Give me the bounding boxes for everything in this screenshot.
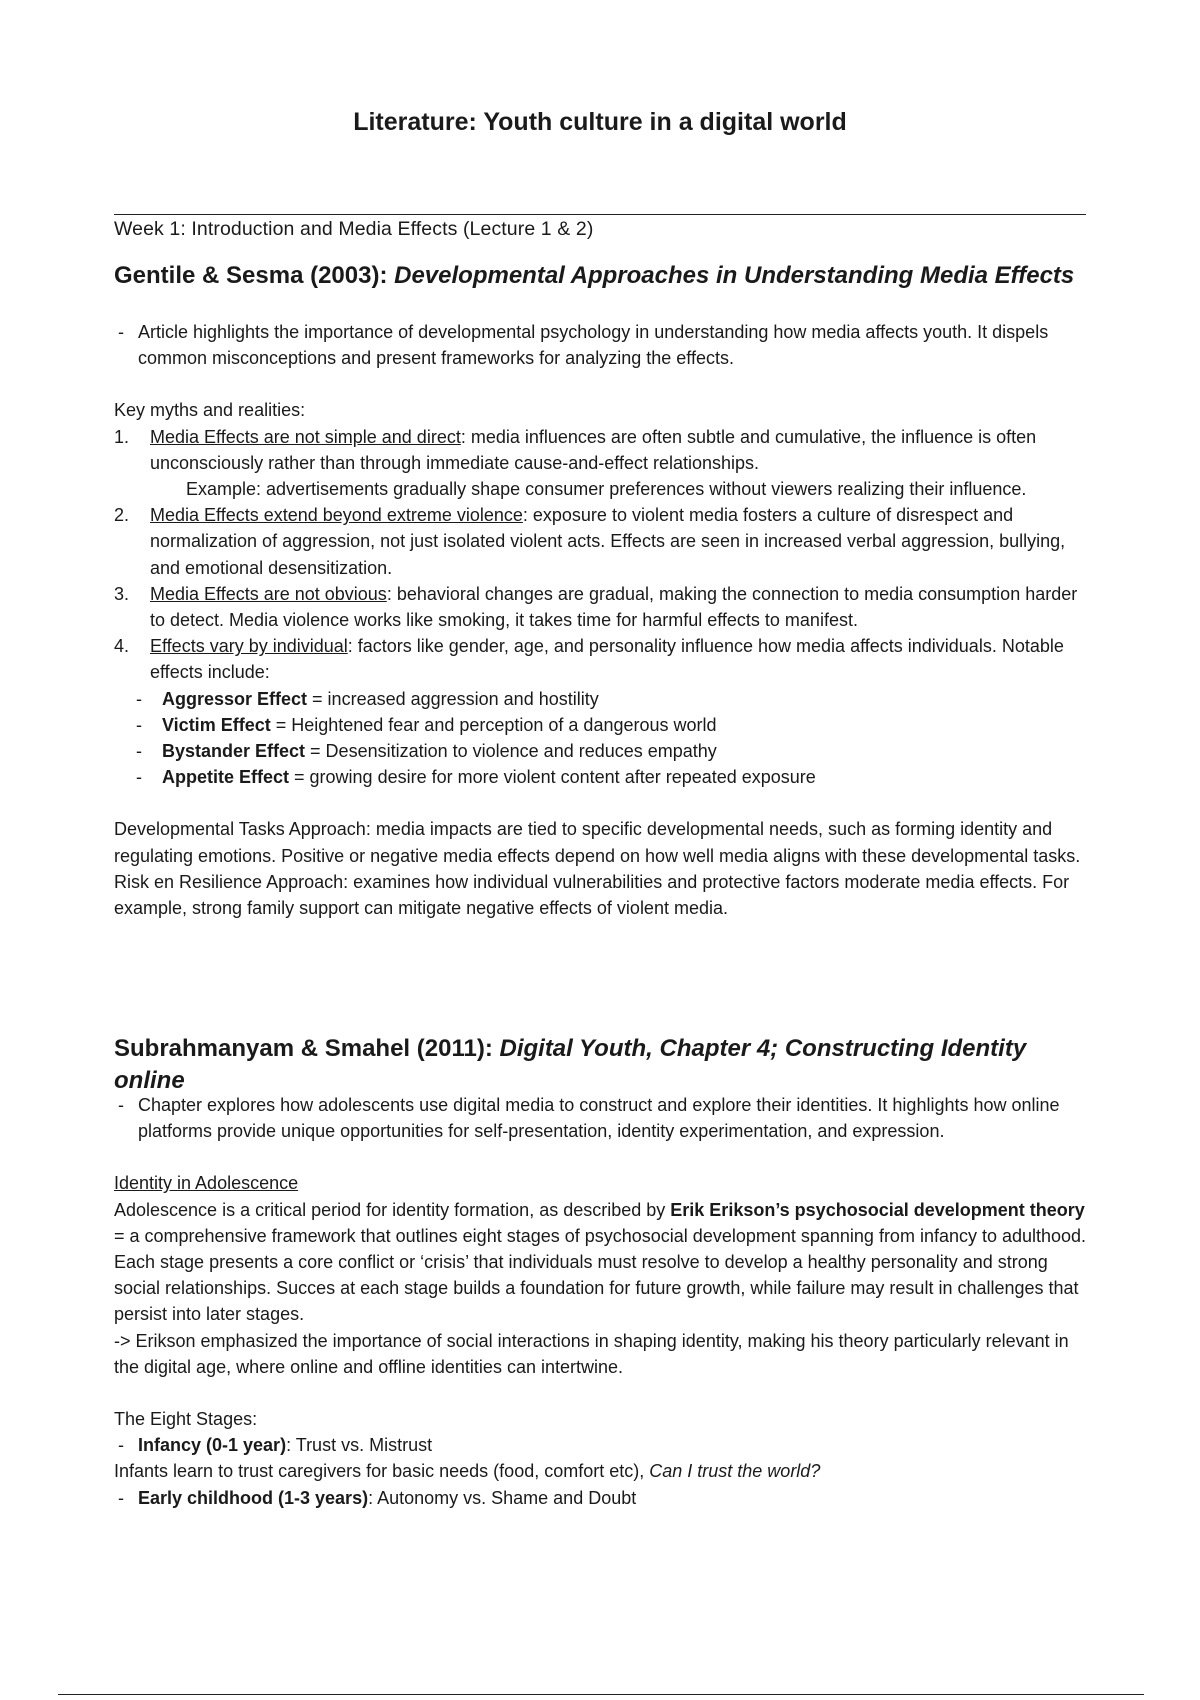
myth-term-4: Effects vary by individual	[150, 636, 348, 657]
myth-marker-4: 4.	[114, 636, 130, 657]
stage-item-infancy	[114, 1432, 1094, 1458]
effect-item-bystander	[114, 738, 1094, 764]
myth-item-4	[114, 633, 1094, 685]
header-divider	[114, 214, 1086, 215]
stage2-conflict: : Autonomy vs. Shame and Doubt	[368, 1487, 637, 1508]
myth-text-2: : exposure to violent media fosters a culture of disrespect and normalization of aggression, not just isolated violent acts. Effects are seen in increased verbal aggression, bullying, and emotional desensitization.	[150, 505, 1066, 578]
myth-item-3	[114, 581, 1094, 633]
myth-item-2	[114, 502, 1094, 581]
stages-label: The Eight Stages:	[114, 1409, 258, 1430]
effect-desc-appetite: = growing desire for more violent content after repeated exposure	[289, 767, 816, 788]
section1-summary: - Article highlights the importance of developmental psychology in understanding how media affects youth. It dispels common misconceptions and present frameworks for analyzing the effects.	[114, 319, 1094, 371]
myth-text-4: : factors like gender, age, and personality influence how media affects individuals. Notable effects include:	[150, 636, 1064, 683]
erikson-theory-name: Erik Erikson’s psychosocial development theory	[670, 1199, 1085, 1220]
section1-heading-authors: Gentile & Sesma (2003):	[114, 262, 395, 289]
myth-term-3: Media Effects are not obvious	[150, 583, 387, 604]
section1-heading-title: Developmental Approaches in Understanding Media Effects	[394, 262, 1075, 289]
erikson-paragraph	[114, 1197, 1094, 1328]
stage-item-early-childhood	[114, 1485, 1094, 1511]
effect-desc-bystander: = Desensitization to violence and reduces empathy	[305, 741, 717, 762]
effect-desc-aggressor: = increased aggression and hostility	[307, 688, 599, 709]
effect-item-aggressor	[114, 686, 1094, 712]
section2-heading	[114, 1033, 1094, 1097]
stage1-description	[114, 1458, 1094, 1484]
stage1-desc-text: Infants learn to trust caregivers for basic needs (food, comfort etc),	[114, 1461, 650, 1482]
myth-marker-2: 2.	[114, 505, 130, 526]
effect-name-aggressor: Aggressor Effect	[162, 688, 308, 709]
section1-body	[114, 319, 1094, 921]
section1-heading	[114, 260, 1094, 292]
effect-item-victim	[114, 712, 1094, 738]
effect-name-bystander: Bystander Effect	[162, 741, 306, 762]
stage1-question: Can I trust the world?	[649, 1461, 821, 1482]
effect-name-victim: Victim Effect	[162, 714, 271, 735]
erikson-intro: Adolescence is a critical period for identity formation, as described by	[114, 1199, 671, 1220]
developmental-tasks-paragraph: Developmental Tasks Approach: media impacts are tied to specific developmental needs, such as forming identity and regulating emotions. Positive or negative media effects depend on how well media aligns with these developmental tasks.	[114, 819, 1081, 866]
myth-text-3: : behavioral changes are gradual, making the connection to media consumption harder to detect. Media violence works like smoking, it takes time for harmful effects to manifest.	[150, 583, 1078, 631]
erikson-rest: = a comprehensive framework that outlines eight stages of psychosocial development spanning from infancy to adulthood. Each stage presents a core conflict or ‘crisis’ that individuals must resolve to develop a healthy personality and strong social relationships. Succes at each stage builds a foundation for future growth, while failure may result in challenges that persist into later stages.	[114, 1225, 1087, 1325]
document-title: Literature: Youth culture in a digital world	[353, 108, 847, 136]
risk-resilience-paragraph: Risk en Resilience Approach: examines how individual vulnerabilities and protective factors moderate media effects. For example, strong family support can mitigate negative effects of violent media.	[114, 871, 1070, 919]
myth-marker-3: 3.	[114, 583, 130, 604]
footer-divider	[58, 1694, 1144, 1695]
section2-body	[114, 1092, 1094, 1511]
effect-item-appetite	[114, 764, 1094, 790]
identity-subheading: Identity in Adolescence	[114, 1173, 299, 1194]
stage1-name: Infancy (0-1 year)	[138, 1435, 287, 1456]
erikson-arrow-note: -> Erikson emphasized the importance of social interactions in shaping identity, making his theory particularly relevant in the digital age, where online and offline identities can intertwine.	[114, 1330, 1069, 1377]
stage2-name: Early childhood (1-3 years)	[138, 1487, 369, 1508]
effect-desc-victim: = Heightened fear and perception of a dangerous world	[270, 714, 717, 735]
myth-marker-1: 1.	[114, 426, 130, 447]
effect-name-appetite: Appetite Effect	[162, 767, 290, 788]
section2-summary: - Chapter explores how adolescents use digital media to construct and explore their identities. It highlights how online platforms provide unique opportunities for self-presentation, identity experimentation, and expression.	[114, 1092, 1094, 1144]
myth-text-1: : media influences are often subtle and cumulative, the influence is often unconsciously rather than through immediate cause-and-effect relationships.	[150, 426, 1037, 473]
section2-heading-title: Digital Youth, Chapter 4; Constructing Identity online	[114, 1035, 1027, 1094]
stage1-conflict: : Trust vs. Mistrust	[286, 1435, 433, 1456]
myth-term-2: Media Effects extend beyond extreme violence	[150, 505, 523, 526]
myth-item-1	[114, 424, 1094, 476]
section2-heading-authors: Subrahmanyam & Smahel (2011):	[114, 1035, 500, 1062]
myth-term-1: Media Effects are not simple and direct	[150, 426, 461, 447]
myth-example: Example: advertisements gradually shape consumer preferences without viewers realizing their influence.	[186, 479, 1027, 500]
myths-label: Key myths and realities:	[114, 400, 306, 421]
week-label: Week 1: Introduction and Media Effects (Lecture 1 & 2)	[114, 218, 594, 240]
